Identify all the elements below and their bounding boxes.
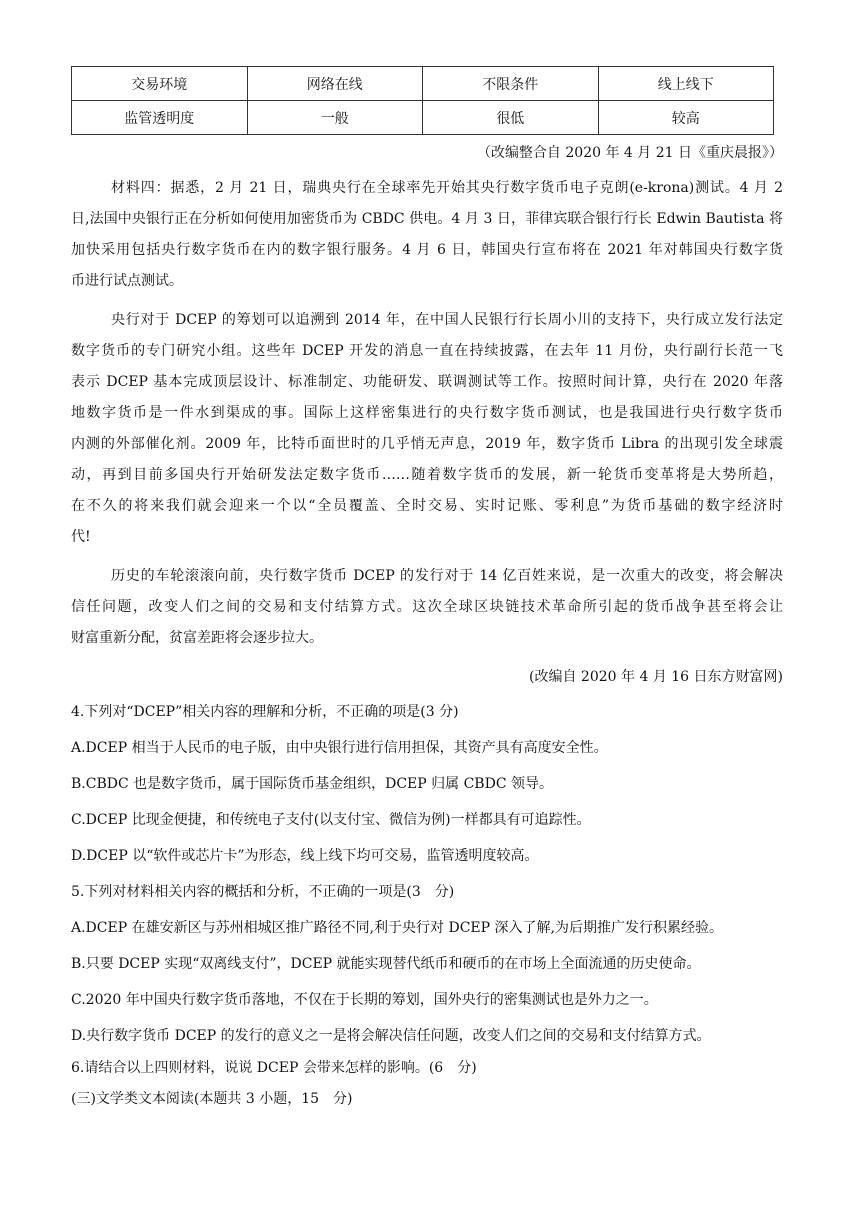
source-citation: （改编整合自 2020 年 4 月 21 日《重庆晨报》） <box>476 145 783 161</box>
paragraph-line: 信任问题，改变人们之间的交易和支付结算方式。这次全球区块链技术革命所引起的货币战争甚至将会让 <box>71 599 783 615</box>
paragraph-line: 内测的外部催化剂。2009 年，比特币面世时的几乎悄无声息，2019 年，数字货币 Libra 的出现引发全球震 <box>71 436 783 452</box>
paragraph-line: 代! <box>71 529 91 545</box>
question-5-option-b: B.只要 DCEP 实现“双离线支付”，DCEP 就能实现替代纸币和硬币的在市场上全面流通的历史使命。 <box>71 956 701 972</box>
paragraph-line: 表示 DCEP 基本完成顶层设计、标准制定、功能研发、联调测试等工作。按照时间计算，央行在 2020 年落 <box>71 374 783 390</box>
question-5-option-a: A.DCEP 在雄安新区与苏州相城区推广路径不同,利于央行对 DCEP 深入了解,为后期推广发行积累经验。 <box>71 920 723 936</box>
question-4-option-a: A.DCEP 相当于人民币的电子版，由中央银行进行信用担保，其资产具有高度安全性。 <box>71 740 608 756</box>
question-4-option-c: C.DCEP 比现金便捷，和传统电子支付(以支付宝、微信为例)一样都具有可追踪性。 <box>71 812 591 828</box>
paragraph-line: 历史的车轮滚滚向前，央行数字货币 DCEP 的发行对于 14 亿百姓来说，是一次重大的改变，将会解决 <box>111 568 783 584</box>
question-4-option-d: D.DCEP 以“软件或芯片卡”为形态，线上线下均可交易，监管透明度较高。 <box>71 848 539 864</box>
table-cell: 线上线下 <box>598 67 774 101</box>
question-5-option-c: C.2020 年中国央行数字货币落地，不仅在于长期的筹划，国外央行的密集测试也是外力之一。 <box>71 992 658 1008</box>
table-cell: 较高 <box>598 101 774 135</box>
paragraph-line: 动，再到目前多国央行开始研发法定数字货币……随着数字货币的发展，新一轮货币变革将是大势所趋， <box>71 467 783 483</box>
source-citation: (改编自 2020 年 4 月 16 日东方财富网) <box>529 669 783 685</box>
table-cell: 很低 <box>423 101 599 135</box>
question-6: 6.请结合以上四则材料，说说 DCEP 会带来怎样的影响。(6 分) <box>71 1060 477 1076</box>
table-cell: 网络在线 <box>247 67 423 101</box>
paragraph-line: 日,法国中央银行正在分析如何使用加密货币为 CBDC 供电。4 月 3 日，菲律宾联合银行行长 Edwin Bautista 将 <box>71 211 783 227</box>
table-cell: 一般 <box>247 101 423 135</box>
table-cell: 交易环境 <box>72 67 248 101</box>
paragraph-line: 地数字货币是一件水到渠成的事。国际上这样密集进行的央行数字货币测试，也是我国进行央行数字货币 <box>71 405 783 421</box>
paragraph-line: 数字货币的专门研究小组。这些年 DCEP 开发的消息一直在持续披露，在去年 11 月份，央行副行长范一飞 <box>71 343 783 359</box>
table-row <box>72 101 774 135</box>
question-4-stem: 4.下列对“DCEP”相关内容的理解和分析，不正确的项是(3 分) <box>71 704 459 720</box>
paragraph-line: 加快采用包括央行数字货币在内的数字银行服务。4 月 6 日，韩国央行宣布将在 2021 年对韩国央行数字货 <box>71 242 783 258</box>
table-cell: 监管透明度 <box>72 101 248 135</box>
question-4-option-b: B.CBDC 也是数字货币，属于国际货币基金组织，DCEP 归属 CBDC 领导。 <box>71 776 553 792</box>
paragraph-line: 在不久的将来我们就会迎来一个以“全员覆盖、全时交易、实时记账、零利息”为货币基础的数字经济时 <box>71 498 783 514</box>
paragraph-line: 央行对于 DCEP 的筹划可以追溯到 2014 年，在中国人民银行行长周小川的支持下，央行成立发行法定 <box>111 312 783 328</box>
paragraph-line: 财富重新分配，贫富差距将会逐步拉大。 <box>71 630 323 646</box>
paragraph-line: 材料四：据悉，2 月 21 日，瑞典央行在全球率先开始其央行数字货币电子克朗(e-krona)测试。4 月 2 <box>111 180 783 196</box>
comparison-table <box>71 66 774 135</box>
paragraph-line: 币进行试点测试。 <box>71 273 183 289</box>
question-5-stem: 5.下列对材料相关内容的概括和分析，不正确的一项是(3 分) <box>71 884 455 900</box>
table-row <box>72 67 774 101</box>
section-heading: (三)文学类文本阅读(本题共 3 小题，15 分) <box>71 1091 353 1107</box>
table-cell: 不限条件 <box>423 67 599 101</box>
question-5-option-d: D.央行数字货币 DCEP 的发行的意义之一是将会解决信任问题，改变人们之间的交易和支付结算方式。 <box>71 1028 711 1044</box>
